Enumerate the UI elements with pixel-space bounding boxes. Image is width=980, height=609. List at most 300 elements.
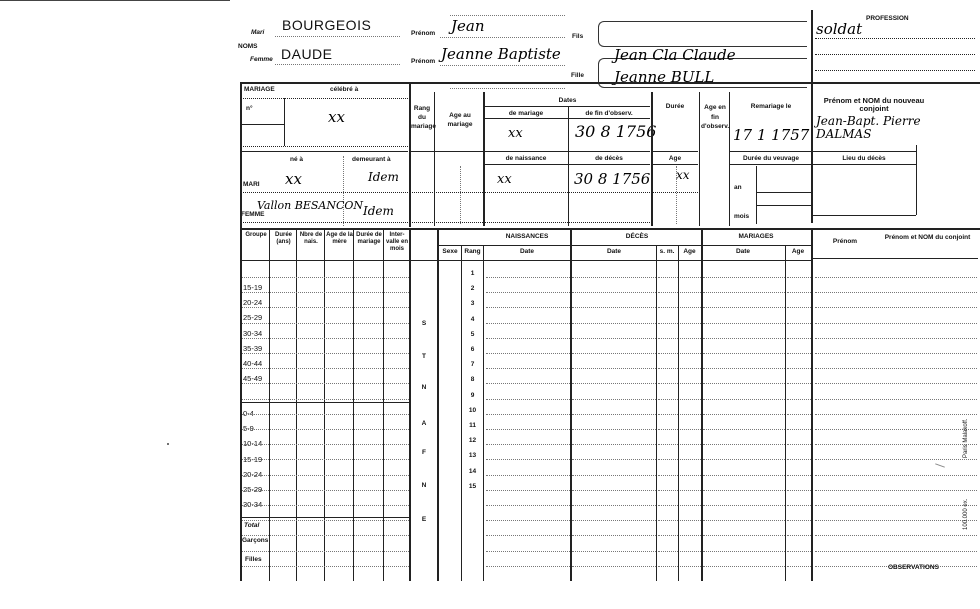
no-divider xyxy=(284,98,285,146)
stats-row-line xyxy=(242,307,409,308)
stats-group-label: 45-49 xyxy=(243,374,263,384)
deces-date-header: Date xyxy=(606,248,622,255)
enfants-letter: N xyxy=(421,482,427,489)
mariage-dots-1 xyxy=(240,98,408,99)
naiss-row-line xyxy=(486,368,570,369)
naiss-row-line xyxy=(486,475,570,476)
mage-row-line xyxy=(787,414,811,415)
fin-obs-label: de fin d'observ. xyxy=(585,110,633,117)
stats-row-line xyxy=(242,520,409,521)
age-dots-1 xyxy=(652,192,698,193)
age-inner-dots xyxy=(460,166,461,224)
dage-row-line xyxy=(680,551,701,552)
sm-row-line xyxy=(658,292,678,293)
child-rank: 1 xyxy=(470,270,475,277)
mari-prenom: Jean xyxy=(451,17,485,35)
sm-row-line xyxy=(658,368,678,369)
deces-row-line xyxy=(572,399,656,400)
naiss-row-line xyxy=(486,414,570,415)
conj-row-line xyxy=(815,505,977,506)
conj-row-line xyxy=(815,520,977,521)
stats-row-line xyxy=(242,338,409,339)
sm-row-line xyxy=(658,414,678,415)
naiss-right-rule xyxy=(570,228,572,581)
sm-row-line xyxy=(658,551,678,552)
conj-row-line xyxy=(815,429,977,430)
ne-row-top xyxy=(240,151,408,152)
stats-total-rule xyxy=(240,517,409,518)
enfants-letter: E xyxy=(421,516,427,523)
mar-row-line xyxy=(703,277,785,278)
demeurant-label: demeurant à xyxy=(352,156,391,163)
age-fin-divider xyxy=(729,92,730,226)
stats-row-line xyxy=(242,490,409,491)
lieu-head-rule xyxy=(813,164,916,165)
mage-row-line xyxy=(787,490,811,491)
child-rank: 12 xyxy=(468,437,477,445)
stats-group-label: 30-34 xyxy=(243,500,263,510)
naiss-row-line xyxy=(486,429,570,430)
sm-row-line xyxy=(658,535,678,536)
stats-group-label: 15-19 xyxy=(243,454,263,464)
deces-age-header: Age xyxy=(683,248,696,255)
mar-row-line xyxy=(703,535,785,536)
conj-row-line xyxy=(815,307,977,308)
rang-divider xyxy=(434,92,435,226)
mar-row-line xyxy=(703,323,785,324)
naiss-row-line xyxy=(486,307,570,308)
stats-row-line xyxy=(242,323,409,324)
child-rank: 4 xyxy=(470,315,475,323)
femme-ne: Vallon BESANCON xyxy=(257,199,364,212)
veuvage-line xyxy=(757,192,811,193)
lieu-rule xyxy=(813,151,916,152)
fille-label: Fille xyxy=(571,72,585,79)
naiss-row-line xyxy=(486,353,570,354)
child-rank: 13 xyxy=(468,452,477,460)
dates-head-rule-2 xyxy=(485,164,650,165)
mage-row-line xyxy=(787,429,811,430)
stats-row-line xyxy=(242,566,409,567)
an-label: an xyxy=(734,184,742,191)
child-rank: 6 xyxy=(470,346,475,353)
stray-mark xyxy=(935,463,945,467)
mage-row-line xyxy=(787,277,811,278)
prof-line-2 xyxy=(815,54,975,55)
mage-row-line xyxy=(787,566,811,567)
child-rank: 11 xyxy=(469,422,476,429)
mage-row-line xyxy=(787,459,811,460)
ne-a-label: né à xyxy=(290,156,304,163)
deces-row-line xyxy=(572,505,656,506)
stats-garcons-label: Garçons xyxy=(242,537,269,544)
stats-row-line xyxy=(242,292,409,293)
stats-header: Age de la mère xyxy=(326,232,353,245)
mari-name: BOURGEOIS xyxy=(282,17,372,33)
deces-row-line xyxy=(572,475,656,476)
deces-header: DÉCÈS xyxy=(625,233,649,240)
child-rank: 10 xyxy=(468,406,477,414)
observations-label: OBSERVATIONS xyxy=(888,564,939,571)
stats-group-label: 0-4 xyxy=(243,409,254,418)
naiss-row-line xyxy=(486,520,570,521)
mariage-top-rule xyxy=(240,82,980,84)
no-label: n° xyxy=(246,105,253,112)
sm-row-line xyxy=(658,444,678,445)
mage-row-line xyxy=(787,551,811,552)
prenom-nom-conjoint-header: Prénom et NOM du conjoint xyxy=(884,234,971,241)
mage-row-line xyxy=(787,399,811,400)
sm-row-line xyxy=(658,277,678,278)
mage-row-line xyxy=(787,307,811,308)
lieu-deces-label: Lieu du décès xyxy=(842,155,886,162)
conj-row-line xyxy=(815,383,977,384)
mar-row-line xyxy=(703,566,785,567)
stats-row-line xyxy=(242,399,409,400)
stats-row-line xyxy=(242,368,409,369)
mage-row-line xyxy=(787,368,811,369)
dage-row-line xyxy=(680,353,701,354)
mar-row-line xyxy=(703,459,785,460)
mage-row-line xyxy=(787,323,811,324)
deces-date: 30 8 1756 xyxy=(574,170,651,188)
mois-label: mois xyxy=(734,213,750,220)
rang-age-mid xyxy=(410,151,483,152)
femme-prenom-label: Prénom xyxy=(411,58,436,65)
stats-row-line xyxy=(242,414,409,415)
child-rank: 8 xyxy=(470,376,475,384)
prenom-dots-bottom xyxy=(450,88,565,89)
rang-age-dots-2 xyxy=(410,222,483,223)
no-line xyxy=(240,124,284,125)
stats-group-label: 10-14 xyxy=(243,439,263,449)
celebre-label: célébré à xyxy=(330,86,359,93)
dates-mid-divider xyxy=(568,106,569,226)
naiss-row-line xyxy=(486,399,570,400)
mari-dem: Idem xyxy=(368,170,399,184)
sm-row-line xyxy=(658,399,678,400)
sm-rule xyxy=(678,245,679,581)
child-rank: 7 xyxy=(470,361,475,369)
conj-row-line xyxy=(815,353,977,354)
mar-row-line xyxy=(703,353,785,354)
age-label: Age xyxy=(668,155,682,162)
dage-row-line xyxy=(680,292,701,293)
ne-dem-divider xyxy=(343,156,344,226)
deces-date-rule xyxy=(656,245,657,581)
dates-mid-rule xyxy=(485,151,650,152)
mar-right-rule xyxy=(811,228,813,581)
rang-mariage-label: Rang du mariage xyxy=(411,105,436,130)
dage-row-line xyxy=(680,535,701,536)
mariage-age-header: Age xyxy=(791,248,805,255)
grid-top-rule xyxy=(240,228,980,230)
deces-row-line xyxy=(572,323,656,324)
deces-row-line xyxy=(572,353,656,354)
dates-head-rule xyxy=(485,118,650,119)
enfants-col-rule xyxy=(437,228,439,581)
sm-row-line xyxy=(658,353,678,354)
stats-header: Nbre de nais. xyxy=(299,232,323,245)
child-rank: 14 xyxy=(468,467,477,475)
mage-row-line xyxy=(787,292,811,293)
age-head-rule xyxy=(652,164,698,165)
naiss-row-line xyxy=(486,490,570,491)
prof-line-1 xyxy=(815,38,975,39)
sm-row-line xyxy=(658,429,678,430)
mar-row-line xyxy=(703,505,785,506)
deces-row-line xyxy=(572,444,656,445)
femme-label: Femme xyxy=(250,56,273,63)
naiss-row-line xyxy=(486,383,570,384)
deces-row-line xyxy=(572,307,656,308)
sm-row-line xyxy=(658,505,678,506)
conj-row-line xyxy=(815,490,977,491)
fils-label: Fils xyxy=(572,33,584,40)
stats-col-rule xyxy=(383,228,384,581)
de-mariage-label: de mariage xyxy=(508,110,544,117)
dage-row-line xyxy=(680,399,701,400)
stats-col-rule xyxy=(269,228,270,581)
sm-row-line xyxy=(658,307,678,308)
child-rank: 5 xyxy=(470,330,475,338)
fille-value: Jeanne BULL xyxy=(614,68,715,86)
dage-row-line xyxy=(680,338,701,339)
dates-dots-1 xyxy=(485,192,650,193)
mar-row-line xyxy=(703,490,785,491)
mariages-header: MARIAGES xyxy=(738,233,774,240)
naiss-row-line xyxy=(486,292,570,293)
mari-label: Mari xyxy=(251,29,265,36)
conj-row-line xyxy=(815,323,977,324)
remariage-mid-rule xyxy=(730,151,812,152)
children-subhead-rule xyxy=(438,245,811,246)
age-fin-obs-label: Age en fin d'observ. xyxy=(701,104,730,130)
mar-row-line xyxy=(703,429,785,430)
stats-group-label: 25-29 xyxy=(243,485,263,494)
mari-row-label: MARI xyxy=(243,181,260,188)
child-rank: 2 xyxy=(470,285,475,293)
sm-row-line xyxy=(658,323,678,324)
prenom-nom-conjoint-label: Prénom et NOM du nouveau conjoint xyxy=(823,96,925,113)
stats-row-line xyxy=(242,277,409,278)
mar-row-line xyxy=(703,399,785,400)
mage-row-line xyxy=(787,338,811,339)
grid-left-border xyxy=(240,82,242,581)
deces-row-line xyxy=(572,551,656,552)
mar-row-line xyxy=(703,475,785,476)
stats-filles-label: Filles xyxy=(245,556,262,563)
mar-row-line xyxy=(703,368,785,369)
duree-label: Durée xyxy=(665,103,685,110)
stats-row-line xyxy=(242,475,409,476)
age-value: xx xyxy=(676,168,690,182)
mar-row-line xyxy=(703,414,785,415)
deces-row-line xyxy=(572,429,656,430)
stats-group-label: 30-34 xyxy=(243,328,263,338)
dage-row-line xyxy=(680,383,701,384)
rang-header: Rang xyxy=(464,248,481,255)
sm-row-line xyxy=(658,459,678,460)
rang-rule xyxy=(483,245,484,581)
mariage-dots-2 xyxy=(240,146,408,147)
naissance-label: de naissance xyxy=(505,155,547,162)
mar-row-line xyxy=(703,444,785,445)
speck xyxy=(167,443,169,445)
mage-row-line xyxy=(787,535,811,536)
conj-row-line xyxy=(815,399,977,400)
dage-row-line xyxy=(680,444,701,445)
mariage-date: xx xyxy=(508,126,523,141)
dage-row-line xyxy=(680,277,701,278)
femme-dem: Idem xyxy=(363,204,394,218)
veuvage-line-2 xyxy=(757,205,811,206)
lieu-right xyxy=(916,145,917,215)
conj-row-line xyxy=(815,368,977,369)
stats-col-rule xyxy=(324,228,325,581)
dage-row-line xyxy=(680,429,701,430)
stats-mid-rule xyxy=(240,402,409,403)
dage-row-line xyxy=(680,490,701,491)
mariage-title: MARIAGE xyxy=(244,86,275,93)
stats-header: Groupe xyxy=(245,232,267,238)
prenom-header: Prénom xyxy=(832,238,858,245)
dage-row-line xyxy=(680,323,701,324)
femme-prenom: Jeanne Baptiste xyxy=(441,45,561,63)
mar-row-line xyxy=(703,520,785,521)
deces-right-rule xyxy=(701,228,703,581)
naiss-row-line xyxy=(486,551,570,552)
child-rank: 3 xyxy=(470,300,475,308)
dage-row-line xyxy=(680,520,701,521)
duree-veuvage-label: Durée du veuvage xyxy=(743,155,799,162)
deces-row-line xyxy=(572,368,656,369)
mariage-value: xx xyxy=(328,108,345,126)
profession-divider xyxy=(811,10,813,223)
prenom-dots-top xyxy=(450,15,565,16)
age-dots xyxy=(676,166,677,224)
remariage-value: 17 1 1757 xyxy=(733,126,810,144)
naiss-row-line xyxy=(486,459,570,460)
child-rank: 15 xyxy=(468,482,477,490)
naissance-date-header: Date xyxy=(519,248,535,255)
stats-col-rule xyxy=(296,228,297,581)
veuvage-head-rule xyxy=(730,164,812,165)
stats-group-label: 40-44 xyxy=(243,359,263,368)
naiss-row-line xyxy=(486,505,570,506)
rang-age-dots-1 xyxy=(410,192,483,193)
deces-row-line xyxy=(572,277,656,278)
stats-right-rule xyxy=(409,228,411,581)
mage-row-line xyxy=(787,475,811,476)
deces-row-line xyxy=(572,338,656,339)
stats-group-label: 20-24 xyxy=(243,298,263,308)
conjoint-value: Jean-Bapt. Pierre DALMAS xyxy=(816,114,921,141)
femme-prenom-line xyxy=(440,65,565,66)
child-rank: 9 xyxy=(470,391,475,399)
mar-row-line xyxy=(703,551,785,552)
noms-label: NOMS xyxy=(238,43,258,50)
age-right-divider xyxy=(699,92,700,226)
mari-prenom-label: Prénom xyxy=(411,30,436,37)
age-mariage-label: Age au mariage xyxy=(447,112,473,128)
stats-col-rule xyxy=(353,228,354,581)
deces-row-line xyxy=(572,414,656,415)
naiss-row-line xyxy=(486,277,570,278)
stats-total-label: Total xyxy=(244,522,260,529)
remariage-label: Remariage le xyxy=(750,103,792,110)
print-run-text: 100.000 ex. xyxy=(963,498,969,530)
conj-row-line xyxy=(815,459,977,460)
femme-row-label: FEMME xyxy=(241,211,265,218)
top-edge-line xyxy=(0,0,230,1)
stats-row-line xyxy=(242,505,409,506)
deces-row-line xyxy=(572,383,656,384)
sm-row-line xyxy=(658,475,678,476)
enfants-letter: S xyxy=(421,320,427,327)
femme-name-line xyxy=(275,64,400,65)
mar-row-line xyxy=(703,338,785,339)
deces-row-line xyxy=(572,566,656,567)
profession-value: soldat xyxy=(816,20,863,38)
stats-row-line xyxy=(242,429,409,430)
mage-row-line xyxy=(787,353,811,354)
prof-line-3 xyxy=(815,70,975,71)
deces-row-line xyxy=(572,490,656,491)
mari-row-line xyxy=(240,192,408,193)
conj-row-line xyxy=(815,475,977,476)
stats-header: Inter-valle en mois xyxy=(385,232,408,252)
deces-row-line xyxy=(572,459,656,460)
dage-row-line xyxy=(680,505,701,506)
dage-row-line xyxy=(680,566,701,567)
stats-group-label: 20-24 xyxy=(243,469,263,479)
stats-row-line xyxy=(242,444,409,445)
naiss-row-line xyxy=(486,535,570,536)
stats-group-label: 35-39 xyxy=(243,343,263,353)
printer-text: Paris Malakoff. xyxy=(963,418,969,458)
conj-row-line xyxy=(815,292,977,293)
femme-row-line xyxy=(240,222,408,223)
stats-group-label: 15-19 xyxy=(243,283,263,292)
mari-ne: xx xyxy=(285,170,302,188)
dates-title: Dates xyxy=(558,97,577,104)
enfants-letter: N xyxy=(421,384,427,391)
deces-label: de décès xyxy=(595,155,623,162)
sm-row-line xyxy=(658,520,678,521)
femme-name: DAUDE xyxy=(281,46,333,62)
mar-row-line xyxy=(703,383,785,384)
duree-mid-rule xyxy=(652,151,698,152)
enfants-letter: A xyxy=(421,420,427,427)
dage-row-line xyxy=(680,368,701,369)
mar-row-line xyxy=(703,292,785,293)
naiss-row-line xyxy=(486,566,570,567)
sm-row-line xyxy=(658,338,678,339)
sm-row-line xyxy=(658,383,678,384)
conj-row-line xyxy=(815,338,977,339)
mage-row-line xyxy=(787,520,811,521)
lieu-bottom xyxy=(813,215,916,216)
dage-row-line xyxy=(680,459,701,460)
stats-group-label: 25-29 xyxy=(243,313,263,323)
stats-header: Durée de mariage xyxy=(356,232,382,245)
mar-row-line xyxy=(703,307,785,308)
stats-row-line xyxy=(242,535,409,536)
naissances-header: NAISSANCES xyxy=(505,233,549,240)
deces-row-line xyxy=(572,292,656,293)
deces-row-line xyxy=(572,520,656,521)
